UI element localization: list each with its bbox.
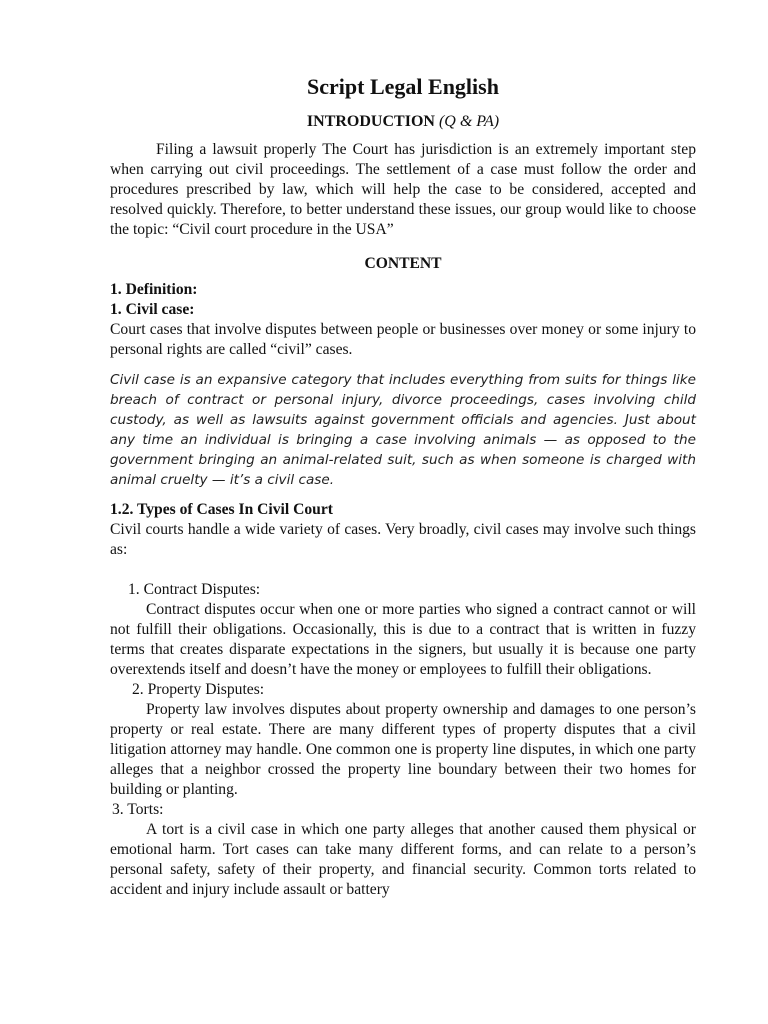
introduction-heading-label: INTRODUCTION: [306, 113, 435, 130]
case-type-item: [110, 580, 696, 680]
civil-case-quote: Civil case is an expansive category that includes everything from suits for things like breach of contract or personal injury, divorce proceedings, cases involving child custody, as well as lawsuits against government officials and agencies. Just about any time an individual is bringing a case involving animals — as opposed to the government bringing an animal-related suit, such as when someone is charged with animal cruelty — it’s a civil case.: [110, 372, 696, 488]
civil-case-heading: 1. Civil case:: [110, 301, 195, 318]
case-type-label: 2. Property Disputes:: [132, 681, 265, 698]
case-type-paragraph: A tort is a civil case in which one party alleges that another caused them physical or emotional harm. Tort cases can take many different forms, and can relate to a person’s personal safety, safety of their property, and financial security. Common torts related to accident and injury include assault or battery: [110, 821, 696, 898]
case-type-item: [110, 680, 696, 800]
introduction-paragraph: Filing a lawsuit properly The Court has jurisdiction is an extremely important step when carrying out civil proceedings. The settlement of a case must follow the order and procedures prescribed by law, which will help the case to be considered, accepted and resolved quickly. Therefore, to better understand these issues, our group would like to choose the topic: “Civil court procedure in the USA”: [110, 141, 696, 238]
case-type-paragraph: Property law involves disputes about property ownership and damages to one person’s property or real estate. There are many different types of property disputes that a civil litigation attorney may handle. One common one is property line disputes, in which one party alleges that a neighbor crossed the property line boundary between their two homes for building or planting.: [110, 701, 696, 798]
types-heading: 1.2. Types of Cases In Civil Court: [110, 501, 333, 518]
case-type-paragraph: Contract disputes occur when one or more parties who signed a contract cannot or will not fulfill their obligations. Occasionally, this is due to a contract that is written in fuzzy terms that creates disparate expectations in the signers, but usually it is because one party overextends itself and doesn’t have the money or employees to fulfill their obligations.: [110, 601, 696, 678]
case-type-label: 3. Torts:: [112, 801, 164, 818]
introduction-tag: (Q & PA): [438, 113, 500, 130]
civil-case-paragraph: Court cases that involve disputes between people or businesses over money or some injury to personal rights are called “civil” cases.: [110, 321, 696, 358]
document-title: Script Legal English: [307, 74, 499, 99]
definition-heading: 1. Definition:: [110, 281, 198, 298]
introduction-heading: [110, 112, 696, 132]
case-type-label: 1. Contract Disputes:: [128, 581, 261, 598]
case-type-item: [110, 800, 696, 900]
content-heading: CONTENT: [364, 255, 442, 272]
types-paragraph: Civil courts handle a wide variety of cases. Very broadly, civil cases may involve such things as:: [110, 521, 696, 558]
spacer: [110, 560, 696, 580]
